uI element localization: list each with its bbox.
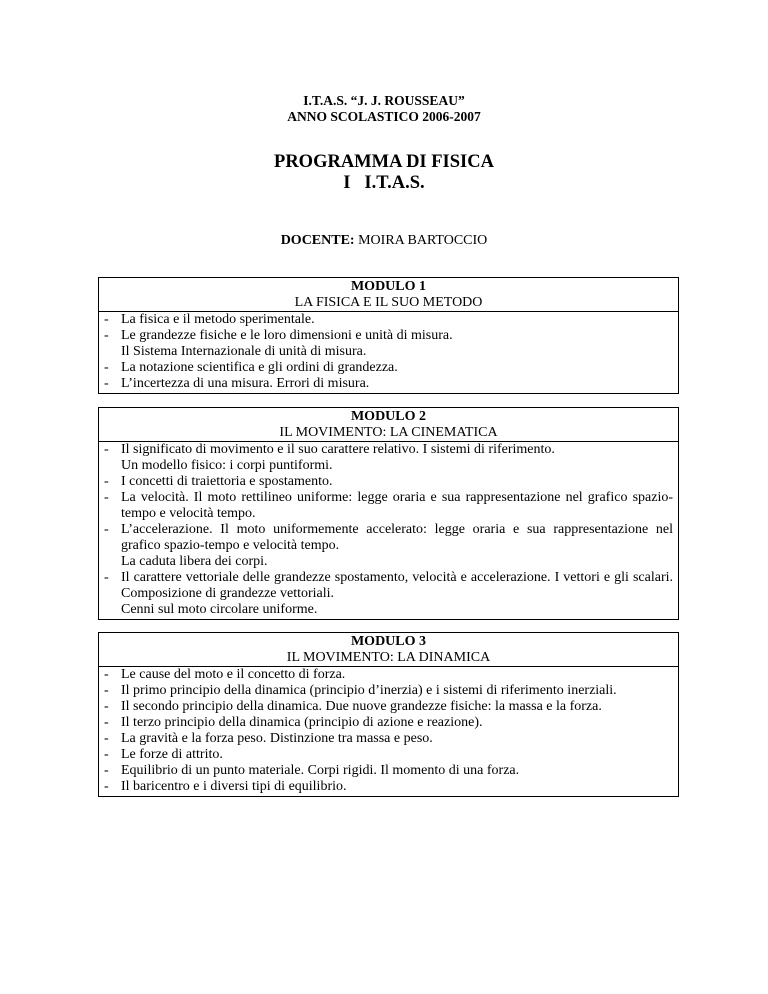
list-item-text: La fisica e il metodo sperimentale.: [121, 312, 315, 327]
module-name: LA FISICA E IL SUO METODO: [294, 295, 483, 310]
list-item: [99, 699, 673, 715]
teacher-label: DOCENTE:: [280, 233, 355, 248]
list-item-text: Le forze di attrito.: [121, 747, 223, 762]
list-item: [99, 522, 673, 570]
module-topic-list: [99, 312, 678, 393]
list-item: [99, 312, 673, 328]
list-item: [99, 747, 673, 763]
list-item: [99, 442, 673, 474]
school-name: I.T.A.S. “J. J. ROUSSEAU”: [303, 93, 465, 108]
module-topic-list: [99, 442, 678, 619]
page-title: [0, 152, 768, 194]
list-item: [99, 683, 673, 699]
list-item-subline: Il Sistema Internazionale di unità di misura.: [121, 344, 367, 359]
dash-bullet: -: [104, 763, 109, 778]
list-item: [99, 474, 673, 490]
module-header: [99, 633, 678, 667]
module-number: MODULO 3: [350, 634, 427, 649]
list-item-text: Il carattere vettoriale delle grandezze spostamento, velocità e accelerazione. I vettori e gli scalari. Composizione di grandezze vettoriali.: [121, 570, 673, 601]
list-item-subline: Un modello fisico: i corpi puntiformi.: [121, 458, 333, 473]
dash-bullet: -: [104, 360, 109, 375]
module-number: MODULO 2: [350, 409, 427, 424]
list-item-text: Il secondo principio della dinamica. Due nuove grandezze fisiche: la massa e la forza.: [121, 699, 602, 714]
list-item: [99, 715, 673, 731]
module-1-box: [98, 277, 679, 394]
list-item-text: Le cause del moto e il concetto di forza.: [121, 667, 346, 682]
module-number: MODULO 1: [350, 279, 427, 294]
dash-bullet: -: [104, 731, 109, 746]
dash-bullet: -: [104, 312, 109, 327]
module-header: [99, 278, 678, 312]
module-header: [99, 408, 678, 442]
list-item-text: Il baricentro e i diversi tipi di equilibrio.: [121, 779, 347, 794]
list-item-subline: Cenni sul moto circolare uniforme.: [121, 602, 318, 617]
list-item-text: Equilibrio di un punto materiale. Corpi rigidi. Il momento di una forza.: [121, 763, 520, 778]
list-item: [99, 570, 673, 618]
title-line-1: PROGRAMMA DI FISICA: [274, 152, 494, 172]
list-item: [99, 328, 673, 360]
dash-bullet: -: [104, 474, 109, 489]
title-line-2: I I.T.A.S.: [343, 173, 425, 193]
dash-bullet: -: [104, 442, 109, 457]
list-item-subline: La caduta libera dei corpi.: [121, 554, 268, 569]
teacher-name: MOIRA BARTOCCIO: [358, 233, 488, 248]
list-item-text: Il terzo principio della dinamica (principio di azione e reazione).: [121, 715, 483, 730]
list-item-text: La notazione scientifica e gli ordini di grandezza.: [121, 360, 398, 375]
list-item: [99, 360, 673, 376]
list-item: [99, 490, 673, 522]
teacher-line: [0, 233, 768, 249]
module-2-box: [98, 407, 679, 620]
list-item-text: La velocità. Il moto rettilineo uniforme: legge oraria e sua rappresentazione nel grafico spazio-tempo e velocità tempo.: [121, 490, 673, 521]
dash-bullet: -: [104, 699, 109, 714]
list-item-text: I concetti di traiettoria e spostamento.: [121, 474, 333, 489]
list-item-text: L’incertezza di una misura. Errori di misura.: [121, 376, 370, 391]
school-header: [0, 93, 768, 125]
dash-bullet: -: [104, 683, 109, 698]
module-name: IL MOVIMENTO: LA DINAMICA: [286, 650, 491, 665]
dash-bullet: -: [104, 328, 109, 343]
dash-bullet: -: [104, 715, 109, 730]
list-item: [99, 731, 673, 747]
dash-bullet: -: [104, 522, 109, 537]
dash-bullet: -: [104, 747, 109, 762]
list-item: [99, 376, 673, 392]
module-3-box: [98, 632, 679, 797]
school-year: ANNO SCOLASTICO 2006-2007: [287, 109, 481, 124]
module-name: IL MOVIMENTO: LA CINEMATICA: [279, 425, 498, 440]
list-item-text: L’accelerazione. Il moto uniformemente accelerato: legge oraria e sua rappresentazione nel grafico spazio-tempo e velocità tempo.: [121, 522, 673, 553]
list-item: [99, 779, 673, 795]
dash-bullet: -: [104, 376, 109, 391]
list-item-text: Il primo principio della dinamica (principio d’inerzia) e i sistemi di riferimento inerziali.: [121, 683, 617, 698]
dash-bullet: -: [104, 490, 109, 505]
dash-bullet: -: [104, 779, 109, 794]
module-topic-list: [99, 667, 678, 796]
list-item-text: La gravità e la forza peso. Distinzione tra massa e peso.: [121, 731, 433, 746]
list-item-text: Il significato di movimento e il suo carattere relativo. I sistemi di riferimento.: [121, 442, 555, 457]
list-item-text: Le grandezze fisiche e le loro dimensioni e unità di misura.: [121, 328, 453, 343]
dash-bullet: -: [104, 667, 109, 682]
dash-bullet: -: [104, 570, 109, 585]
list-item: [99, 763, 673, 779]
list-item: [99, 667, 673, 683]
